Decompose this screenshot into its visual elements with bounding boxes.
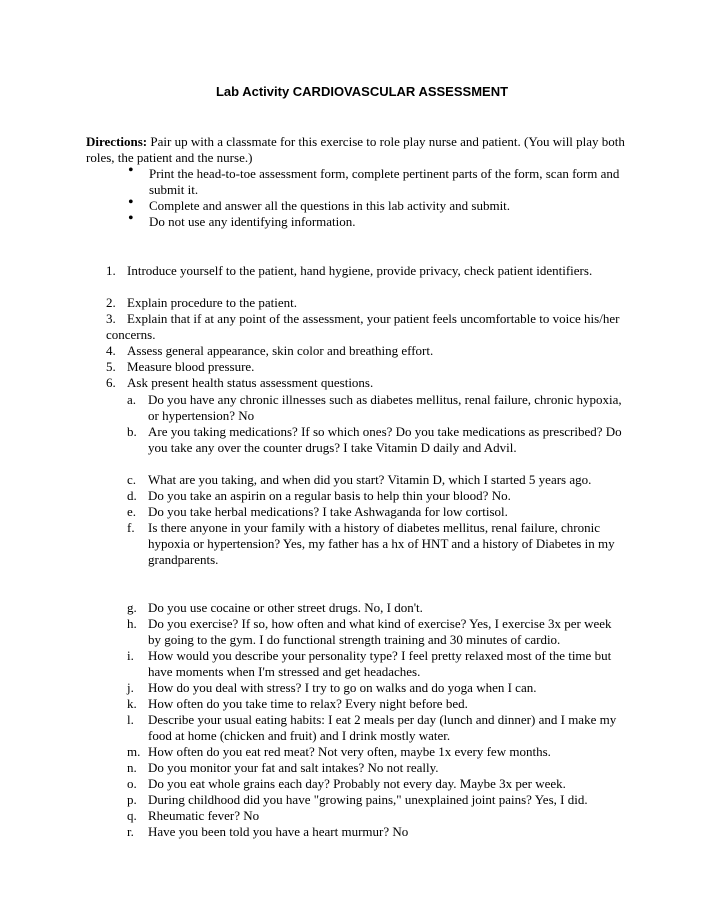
step-item (106, 295, 642, 311)
question-item (127, 680, 627, 696)
step-number: 6. (106, 375, 116, 390)
question-item (127, 520, 627, 584)
step-item (106, 359, 642, 375)
question-item (127, 712, 627, 744)
step-number: 3. (106, 311, 116, 326)
question-text: Have you been told you have a heart murmur? No (148, 824, 409, 839)
step-text: Ask present health status assessment questions. (127, 375, 374, 390)
question-text: Do you exercise? If so, how often and what kind of exercise? Yes, I exercise 3x per week by going to the gym. I do functional strength training and 30 minutes of cardio. (148, 616, 612, 647)
directions-label: Directions: (86, 134, 148, 149)
question-item (127, 472, 627, 488)
question-text: Rheumatic fever? No (148, 808, 260, 823)
question-list (127, 392, 627, 840)
question-letter: b. (127, 424, 137, 439)
bullet-item: • Print the head-to-toe assessment form, complete pertinent parts of the form, scan form and submit it. (128, 162, 620, 197)
page-title: Lab Activity CARDIOVASCULAR ASSESSMENT (215, 84, 509, 99)
question-text: Do you monitor your fat and salt intakes? No not really. (148, 760, 439, 775)
step-text: Introduce yourself to the patient, hand hygiene, provide privacy, check patient identifiers. (127, 263, 593, 278)
question-text: Do you use cocaine or other street drugs. No, I don't. (148, 600, 423, 615)
question-text: During childhood did you have "growing pains," unexplained joint pains? Yes, I did. (148, 792, 588, 807)
question-text: Do you have any chronic illnesses such as diabetes mellitus, renal failure, chronic hypoxia, or hypertension? No (148, 392, 622, 423)
bullet-icon: • (128, 162, 134, 179)
step-number: 2. (106, 295, 116, 310)
question-item (127, 392, 627, 424)
numbered-steps (106, 263, 642, 391)
bullet-item: • Do not use any identifying information. (128, 210, 356, 229)
question-letter: i. (127, 648, 134, 663)
question-item (127, 616, 627, 648)
question-item (127, 744, 627, 760)
bullet-item: • Complete and answer all the questions in this lab activity and submit. (128, 194, 511, 213)
question-letter: j. (127, 680, 134, 695)
bullet-icon: • (128, 194, 134, 211)
question-letter: q. (127, 808, 137, 823)
bullet-icon: • (128, 210, 134, 227)
step-text: Explain procedure to the patient. (127, 295, 298, 310)
question-item (127, 792, 627, 808)
question-item (127, 648, 627, 680)
question-text: How often do you take time to relax? Every night before bed. (148, 696, 468, 711)
question-letter: g. (127, 600, 137, 615)
question-letter: d. (127, 488, 137, 503)
question-item (127, 776, 627, 792)
question-letter: c. (127, 472, 137, 487)
question-item (127, 760, 627, 776)
step-number: 1. (106, 263, 116, 278)
directions-text: Pair up with a classmate for this exercise to role play nurse and patient. (You will play both roles, the patient and the nurse.) (86, 134, 625, 165)
question-text: Do you eat whole grains each day? Probably not every day. Maybe 3x per week. (148, 776, 566, 791)
step-text: Measure blood pressure. (127, 359, 255, 374)
question-text: Do you take an aspirin on a regular basis to help thin your blood? No. (148, 488, 511, 503)
question-item (127, 504, 627, 520)
question-letter: k. (127, 696, 137, 711)
question-text: How do you deal with stress? I try to go on walks and do yoga when I can. (148, 680, 537, 695)
question-item (127, 600, 627, 616)
question-letter: e. (127, 504, 137, 519)
question-text: Do you take herbal medications? I take Ashwaganda for low cortisol. (148, 504, 508, 519)
step-number: 5. (106, 359, 116, 374)
step-text: Explain that if at any point of the assessment, your patient feels uncomfortable to voice his/her concerns. (106, 311, 620, 342)
question-item (127, 488, 627, 504)
question-letter: l. (127, 712, 134, 727)
directions-paragraph (86, 134, 646, 166)
question-letter: r. (127, 824, 134, 839)
question-item (127, 424, 627, 472)
question-letter: m. (127, 744, 141, 759)
question-letter: p. (127, 792, 137, 807)
step-text: Assess general appearance, skin color and breathing effort. (127, 343, 434, 358)
step-number: 4. (106, 343, 116, 358)
question-letter: h. (127, 616, 137, 631)
question-letter: a. (127, 392, 137, 407)
question-item (127, 824, 627, 840)
step-item (106, 343, 642, 359)
question-text: Describe your usual eating habits: I eat 2 meals per day (lunch and dinner) and I make my food at home (chicken and fruit) and I drink mostly water. (148, 712, 617, 743)
directions-bullet-list (128, 162, 648, 230)
question-text: Are you taking medications? If so which ones? Do you take medications as prescribed? Do you take any over the counter drugs? I take Vitamin D daily and Advil. (148, 424, 622, 455)
question-text: How often do you eat red meat? Not very often, maybe 1x every few months. (148, 744, 551, 759)
step-item (106, 263, 642, 295)
question-text: How would you describe your personality type? I feel pretty relaxed most of the time but have moments when I'm stressed and get headaches. (148, 648, 612, 679)
step-item (106, 375, 642, 391)
question-item (127, 808, 627, 824)
step-item (106, 311, 642, 343)
question-text: What are you taking, and when did you start? Vitamin D, which I started 5 years ago. (148, 472, 592, 487)
question-letter: n. (127, 760, 137, 775)
question-letter: o. (127, 776, 137, 791)
question-text: Is there anyone in your family with a history of diabetes mellitus, renal failure, chronic hypoxia or hypertension? Yes, my father has a hx of HNT and a history of Diabetes in my grandparents. (148, 520, 615, 567)
question-letter: f. (127, 520, 135, 535)
question-item (127, 696, 627, 712)
